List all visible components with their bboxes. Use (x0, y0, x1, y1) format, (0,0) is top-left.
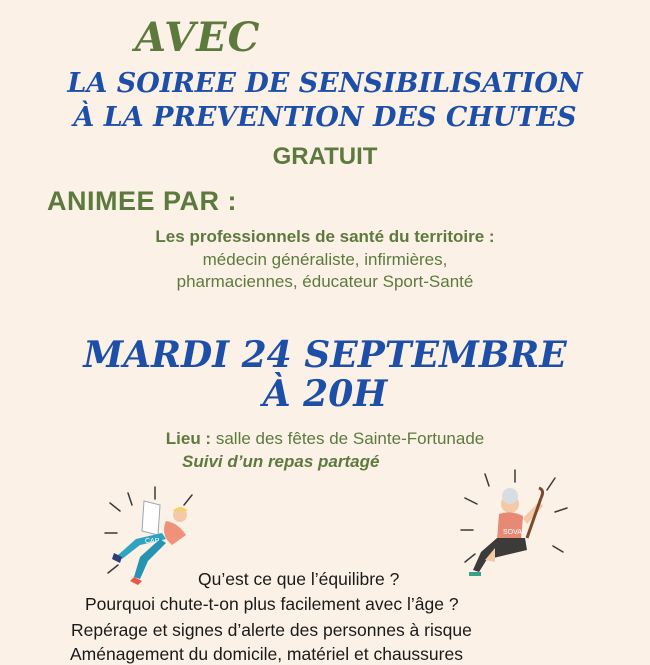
location-line (0, 429, 650, 449)
location-label: Lieu : (165, 429, 212, 448)
svg-text:SOVA: SOVA (503, 529, 522, 536)
event-date: MARDI 24 SEPTEMBRE (83, 334, 567, 376)
title-line-2: À LA PREVENTION DES CHUTES (73, 102, 577, 133)
roles-line-1: médecin généraliste, infirmières, (202, 250, 448, 269)
question-2: Pourquoi chute-t-on plus facilement avec l’âge ? (85, 594, 459, 614)
location-value: salle des fêtes de Sainte-Fortunade (211, 429, 485, 448)
question-3: Repérage et signes d’alerte des personnes à risque (71, 620, 472, 640)
question-1: Qu’est ce que l’équilibre ? (198, 569, 400, 589)
shared-meal-note: Suivi d’un repas partagé (182, 452, 380, 471)
question-4: Aménagement du domicile, matériel et chaussures (70, 644, 463, 664)
event-time: À 20H (262, 373, 388, 415)
falling-person-illustration (100, 483, 210, 593)
professionals-line: Les professionnels de santé du territoire : (155, 227, 495, 246)
gratuit-label: GRATUIT (272, 143, 378, 170)
svg-text:CAP: CAP (145, 538, 160, 545)
avec-heading: AVEC (135, 14, 261, 61)
animee-par-heading: ANIMEE PAR : (47, 186, 238, 216)
title-line-1: LA SOIREE DE SENSIBILISATION (67, 68, 583, 99)
roles-line-2: pharmaciennes, éducateur Sport-Santé (176, 272, 474, 291)
elderly-woman-illustration (455, 468, 575, 588)
